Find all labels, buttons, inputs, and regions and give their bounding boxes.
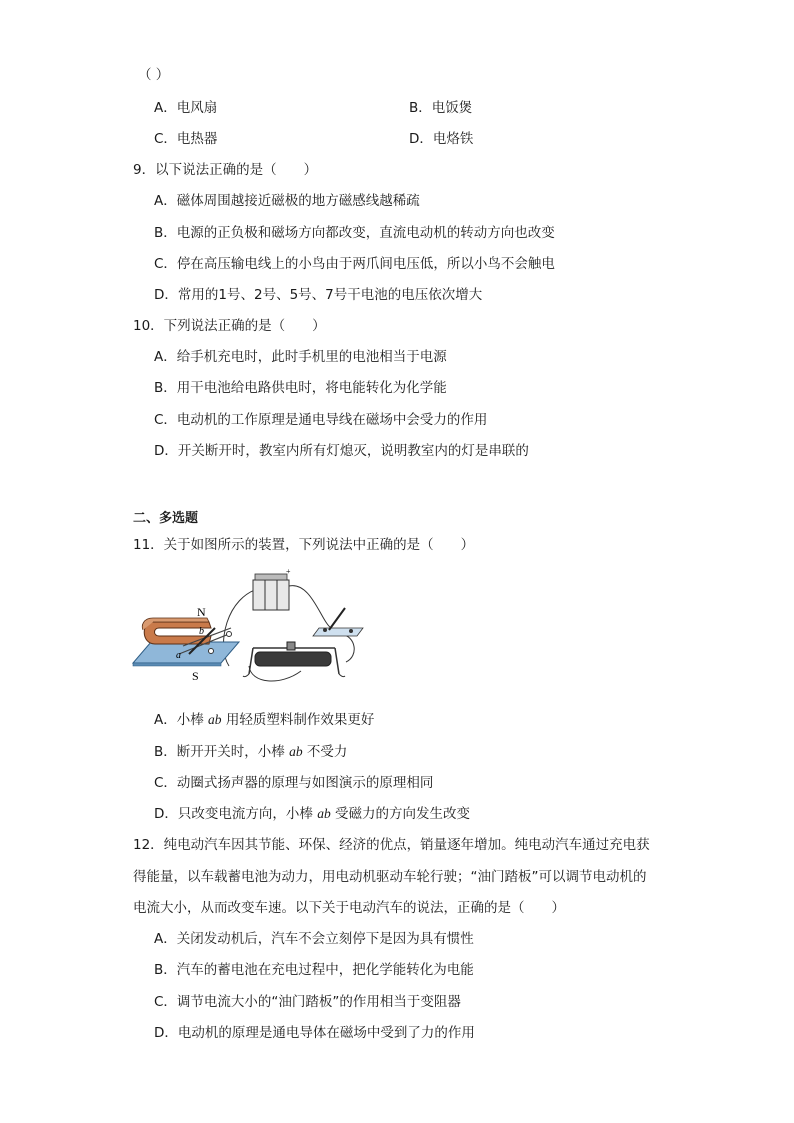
q12-option-d: D．电动机的原理是通电导体在磁场中受到了力的作用	[154, 1025, 475, 1041]
wire-rheostat-return	[249, 666, 301, 681]
q11-option-b: B．断开开关时，小棒 ab 不受力	[154, 744, 348, 760]
label-a: a	[176, 650, 181, 661]
label-n: N	[197, 605, 206, 619]
q10-stem: 10．下列说法正确的是（ ）	[133, 318, 326, 334]
q9-option-c: C．停在高压输电线上的小鸟由于两爪间电压低，所以小鸟不会触电	[154, 256, 555, 272]
q9-option-a: A．磁体周围越接近磁极的地方磁感线越稀疏	[154, 193, 420, 209]
q12-stem-line-2: 得能量，以车载蓄电池为动力，用电动机驱动车轮行驶；“油门踏板”可以调节电动机的	[133, 869, 647, 885]
q10-option-a: A．给手机充电时，此时手机里的电池相当于电源	[154, 349, 447, 365]
q12-option-c: C．调节电流大小的“油门踏板”的作用相当于变阻器	[154, 994, 461, 1010]
q12-option-b: B．汽车的蓄电池在充电过程中，把化学能转化为电能	[154, 962, 474, 978]
label-b: b	[199, 626, 204, 637]
q9-stem: 9．以下说法正确的是（ ）	[133, 162, 318, 178]
wire-to-switch	[289, 586, 331, 628]
q12-option-a: A．关闭发动机后，汽车不会立刻停下是因为具有惯性	[154, 931, 474, 947]
rheostat-icon	[243, 642, 345, 677]
q8-option-c: C．电热器	[154, 131, 218, 147]
q8-option-d: D．电烙铁	[409, 131, 474, 147]
q12-stem-line-3: 电流大小，从而改变车速。以下关于电动汽车的说法，正确的是（ ）	[133, 900, 565, 916]
q11-option-c: C．动圈式扬声器的原理与如图演示的原理相同	[154, 775, 434, 791]
q11-option-a: A．小棒 ab 用轻质塑料制作效果更好	[154, 712, 375, 728]
q10-option-b: B．用干电池给电路供电时，将电能转化为化学能	[154, 380, 447, 396]
q11-option-d: D．只改变电流方向，小棒 ab 受磁力的方向发生改变	[154, 806, 470, 822]
q11-stem: 11．关于如图所示的装置，下列说法中正确的是（ ）	[133, 537, 475, 553]
q8-option-a: A．电风扇	[154, 100, 218, 116]
battery-icon	[253, 567, 291, 610]
q10-option-d: D．开关断开时，教室内所有灯熄灭，说明教室内的灯是串联的	[154, 443, 529, 459]
q12-stem-line-1: 12．纯电动汽车因其节能、环保、经济的优点，销量逐年增加。纯电动汽车通过充电获	[133, 837, 650, 853]
q10-option-c: C．电动机的工作原理是通电导线在磁场中会受力的作用	[154, 412, 488, 428]
q9-option-b: B．电源的正负极和磁场方向都改变，直流电动机的转动方向也改变	[154, 225, 555, 241]
q8-paren: （ ）	[138, 67, 170, 83]
q9-option-d: D．常用的1号、2号、5号、7号干电池的电压依次增大	[154, 287, 483, 303]
wire-to-rheostat	[341, 634, 354, 662]
circuit-figure	[131, 566, 381, 691]
label-plus: +	[286, 567, 291, 576]
section-title: 二、多选题	[133, 511, 199, 526]
q8-option-b: B．电饭煲	[409, 100, 473, 116]
label-s: S	[192, 669, 199, 683]
